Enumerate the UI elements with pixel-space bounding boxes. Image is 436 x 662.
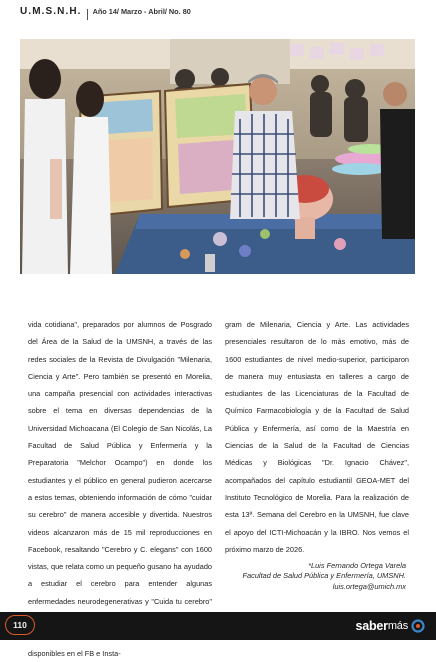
author-name: *Luis Fernando Ortega Varela <box>308 561 406 570</box>
journal-name: U.M.S.N.H. <box>20 6 82 17</box>
page-footer <box>0 612 436 640</box>
article-column-left <box>28 316 212 662</box>
sabermas-logo <box>355 618 426 634</box>
page-number-badge <box>5 615 35 635</box>
logo-word-mas: más <box>387 620 408 632</box>
logo-ring-icon <box>410 618 426 634</box>
photo-illustration <box>20 39 415 274</box>
event-photo <box>20 39 415 274</box>
author-credit <box>176 561 406 592</box>
page-number: 110 <box>13 620 27 630</box>
author-email: luis.ortega@umich.mx <box>332 581 406 591</box>
running-header <box>20 6 191 22</box>
header-divider <box>87 9 88 20</box>
author-affiliation: Facultad de Salud Pública y Enfermería, UMSNH. <box>242 571 406 581</box>
article-paragraph: vida cotidiana", preparados por alumnos de Posgrado del Área de la Salud de la UMSNH, a través de las redes sociales de la Revista de Divulgación "Milenaria, Ciencia y Arte". Pero también se presentó en Morelia, una campaña presencial con actividades interactivas sobre el tema en diversas dependencias de la Universidad Michoacana (El Colegio de San Nicolás, La Facultad de Salud Pública y Enfermería y la Preparatoria "Melchor Ocampo") en donde los estudiantes y el público en general pudieron acercarse a estos temas, obteniendo información de cómo "cuidar su cerebro" de manera accesible y divertida. Nuestros videos alcanzaron más de 15 mil reproducciones en Facebook, resaltando "Cerebro y C. elegans" con 1600 vistas, que relata como un pequeño gusano ha ayudado a estudiar el cerebro para entender algunas enfermedades neurodegenerativas y "Cuida tu cerebro" disponibles en el FB e Insta- <box>28 320 212 658</box>
logo-word-saber: saber <box>355 619 388 633</box>
article-paragraph: gram de Milenaria, Ciencia y Arte. Las actividades presenciales resultaron de lo más emotivo, más de 1600 estudiantes de nivel medio-superior, participaron de manera muy entusiasta en talleres a cargo de estudiantes de las Licenciaturas de la Facultad de Químico Farmacobiología y de la Facultad de Salud Pública y Enfermería, así como de la Maestría en Ciencias de la Salud de la Facultad de Ciencias Médicas y Biológicas "Dr. Ignacio Chávez", acompañados del capítulo estudiantil GEOA-MET del Instituto Tecnológico de Morelia. Para la realización de esta 13ª. Semana del Cerebro en la UMSNH, fue clave el apoyo del ICTI-Michoacán y la IBRO. Nos vemos el próximo marzo de 2026. <box>225 320 409 554</box>
article-column-right <box>225 316 409 662</box>
article-body <box>28 316 409 662</box>
issue-info: Año 14/ Marzo - Abril/ No. 80 <box>92 7 191 16</box>
